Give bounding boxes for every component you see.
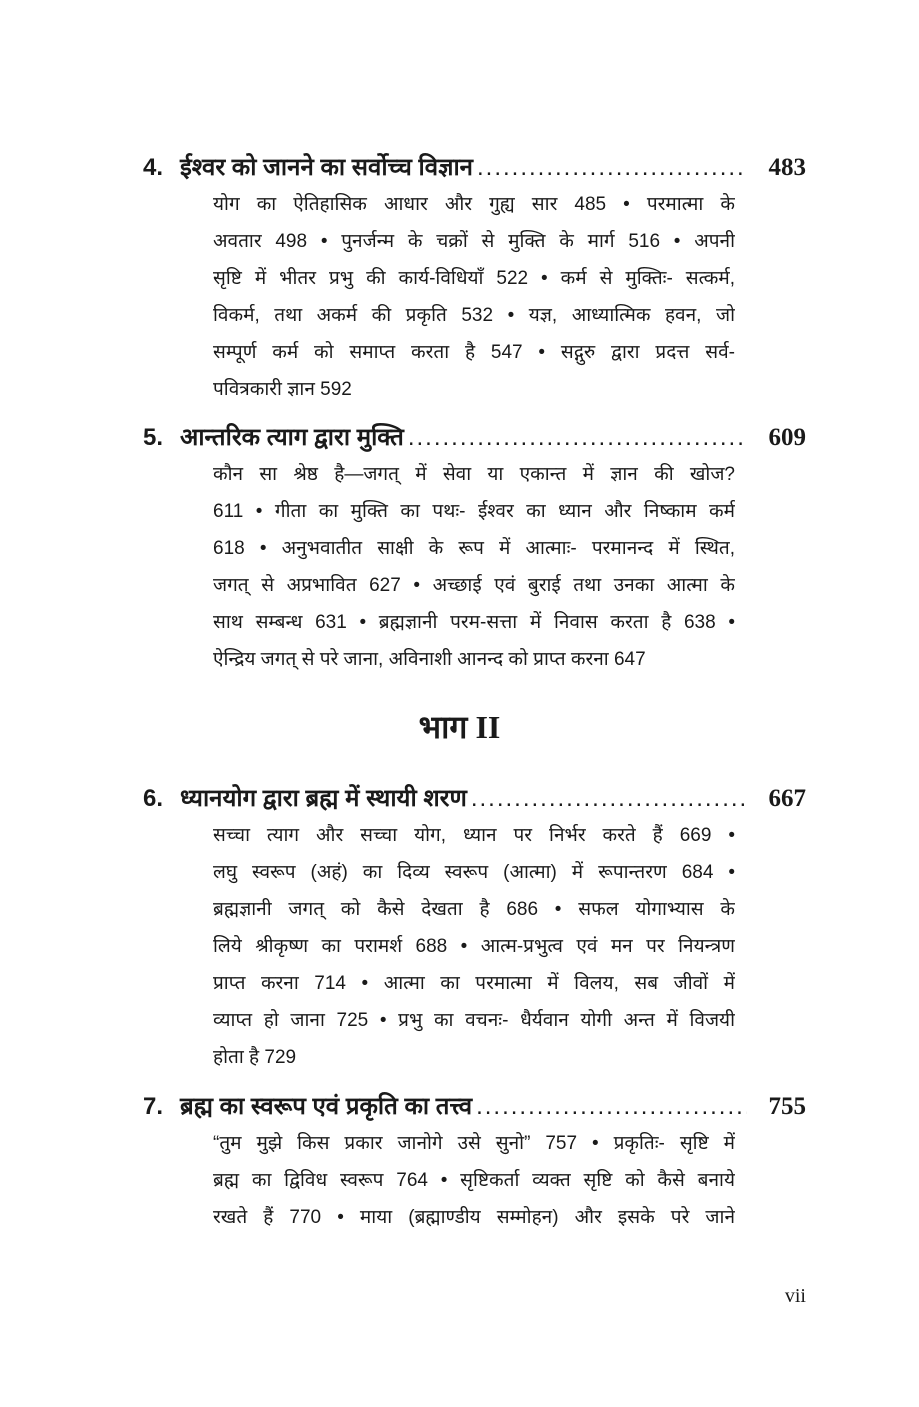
subtopic-line: व्याप्त हो जाना 725 • प्रभु का वचनः- धैर्यवान योगी अन्त में विजयी xyxy=(213,1010,735,1031)
dot-leader xyxy=(408,424,747,452)
subtopic-line: जगत् से अप्रभावित 627 • अच्छाई एवं बुराई तथा उनका आत्मा के xyxy=(213,575,735,596)
chapter-heading xyxy=(143,1089,806,1125)
page-folio: vii xyxy=(784,1285,806,1307)
subtopic-line: लघु स्वरूप (अहं) का दिव्य स्वरूप (आत्मा) में रूपान्तरण 684 • xyxy=(213,862,735,883)
subtopic-line: लिये श्रीकृष्ण का परामर्श 688 • आत्म-प्रभुत्व एवं मन पर नियन्त्रण xyxy=(213,936,735,957)
chapter-heading xyxy=(143,781,806,817)
chapter-number: 5. xyxy=(143,424,164,451)
subtopic-line: 611 • गीता का मुक्ति का पथः- ईश्वर का ध्यान और निष्काम कर्म xyxy=(213,501,735,522)
subtopic-line: साथ सम्बन्ध 631 • ब्रह्मज्ञानी परम-सत्ता में निवास करता है 638 • xyxy=(213,612,735,633)
subtopic-line: कौन सा श्रेष्ठ है—जगत् में सेवा या एकान्त में ज्ञान की खोज? xyxy=(213,464,735,485)
subtopic-line: 618 • अनुभवातीत साक्षी के रूप में आत्माः- परमानन्द में स्थित, xyxy=(213,538,735,559)
chapter-title: ध्यानयोग द्वारा ब्रह्म में स्थायी शरण xyxy=(180,785,467,812)
dot-leader xyxy=(471,785,747,813)
chapter-number: 4. xyxy=(143,154,164,181)
chapter-title: ब्रह्म का स्वरूप एवं प्रकृति का तत्त्व xyxy=(180,1093,473,1120)
subtopic-line: पवित्रकारी ज्ञान 592 xyxy=(213,379,352,400)
subtopic-line: “तुम मुझे किस प्रकार जानोगे उसे सुनो” 757 • प्रकृतिः- सृष्टि में xyxy=(213,1133,735,1154)
chapter-number: 6. xyxy=(143,785,164,812)
subtopic-line: सम्पूर्ण कर्म को समाप्त करता है 547 • सद्गुरु द्वारा प्रदत्त सर्व- xyxy=(213,342,735,363)
subtopic-line: रखते हैं 770 • माया (ब्रह्माण्डीय सम्मोहन) और इसके परे जाने xyxy=(213,1207,735,1228)
subtopic-line: ब्रह्म का द्विविध स्वरूप 764 • सृष्टिकर्ता व्यक्त सृष्टि को कैसे बनाये xyxy=(213,1170,735,1191)
chapter-page-number: 667 xyxy=(768,785,806,812)
toc-entry xyxy=(143,150,806,408)
chapter-number: 7. xyxy=(143,1093,164,1120)
chapter-heading xyxy=(143,420,806,456)
subtopic-line: सच्चा त्याग और सच्चा योग, ध्यान पर निर्भर करते हैं 669 • xyxy=(213,825,735,846)
chapter-page-number: 755 xyxy=(768,1093,806,1120)
chapter-title: आन्तरिक त्याग द्वारा मुक्ति xyxy=(180,424,404,451)
part-heading: भाग II xyxy=(418,709,501,745)
subtopic-line: अवतार 498 • पुनर्जन्म के चक्रों से मुक्ति के मार्ग 516 • अपनी xyxy=(213,231,735,252)
dot-leader xyxy=(477,154,747,182)
subtopic-line: सृष्टि में भीतर प्रभु की कार्य-विधियाँ 522 • कर्म से मुक्तिः- सत्कर्म, xyxy=(213,268,735,289)
subtopic-line: ब्रह्मज्ञानी जगत् को कैसे देखता है 686 • सफल योगाभ्यास के xyxy=(213,899,735,920)
toc-entry xyxy=(143,1089,806,1236)
subtopic-line: ऐन्द्रिय जगत् से परे जाना, अविनाशी आनन्द को प्राप्त करना 647 xyxy=(213,649,646,670)
toc-entry xyxy=(143,781,806,1076)
subtopic-line: विकर्म, तथा अकर्म की प्रकृति 532 • यज्ञ, आध्यात्मिक हवन, जो xyxy=(213,305,735,326)
dot-leader xyxy=(476,1093,746,1121)
subtopic-line: योग का ऐतिहासिक आधार और गुह्य सार 485 • परमात्मा के xyxy=(213,194,735,215)
chapter-heading xyxy=(143,150,806,186)
subtopic-line: प्राप्त करना 714 • आत्मा का परमात्मा में विलय, सब जीवों में xyxy=(213,973,735,994)
chapter-title: ईश्वर को जानने का सर्वोच्च विज्ञान xyxy=(180,154,473,181)
toc-entry xyxy=(143,420,806,678)
chapter-page-number: 483 xyxy=(768,154,806,181)
chapter-page-number: 609 xyxy=(768,424,806,451)
subtopic-line: होता है 729 xyxy=(213,1047,297,1068)
